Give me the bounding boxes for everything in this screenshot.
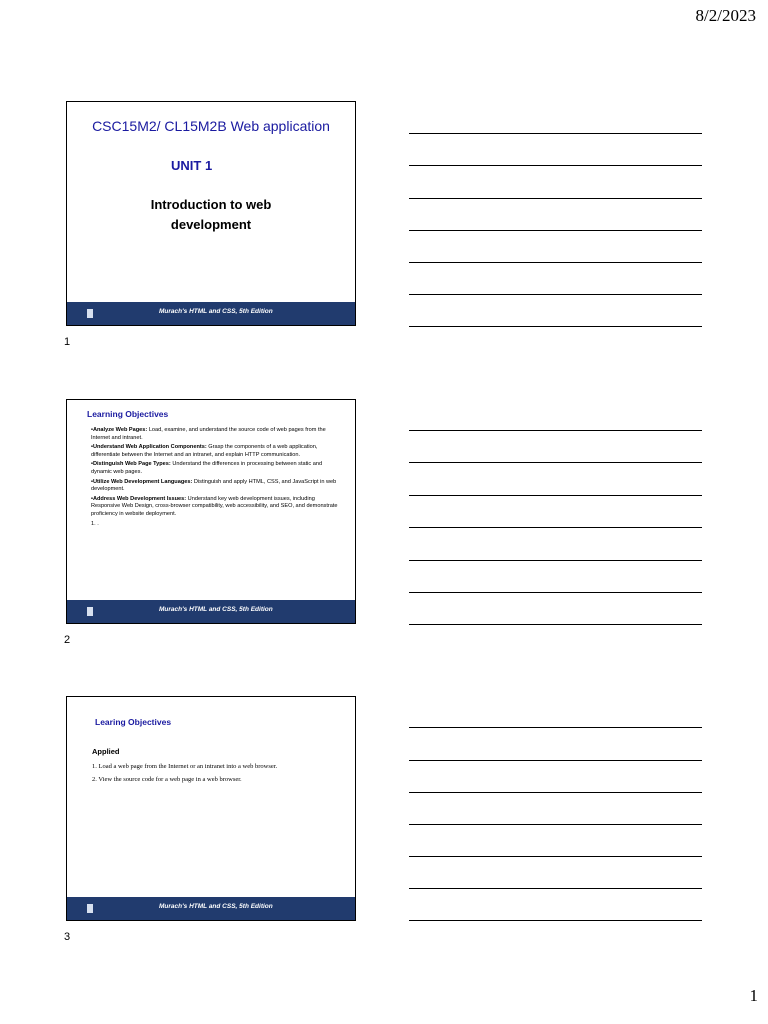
slide-1 [66, 101, 356, 326]
slide-footer-text: Murach's HTML and CSS, 5th Edition [159, 308, 273, 315]
slide-footer-bar [67, 600, 355, 623]
list-item: •Analyze Web Pages: Load, examine, and understand the source code of web pages from the Internet and intranet. [91, 427, 326, 441]
note-line [409, 624, 702, 625]
note-line [409, 462, 702, 463]
slide-1-subtitle [67, 195, 355, 235]
slide-number-2: 2 [64, 634, 71, 646]
list-item-trailing: 1. . [91, 520, 99, 527]
list-item: •Understand Web Application Components: Grasp the components of a web application, differentiate between the Internet and an intranet, and explain HTTP communication. [91, 444, 318, 458]
slide-2-title: Learning Objectives [87, 409, 169, 419]
note-line [409, 133, 702, 134]
slide-footer-text: Murach's HTML and CSS, 5th Edition [159, 903, 273, 910]
slide-number-1: 1 [64, 336, 71, 348]
publisher-logo-icon [87, 309, 127, 318]
slide-3-title: Learing Objectives [95, 717, 172, 727]
note-line [409, 920, 702, 921]
slide-3 [66, 696, 356, 921]
publisher-logo-icon [87, 904, 127, 913]
list-item: 1. Load a web page from the Internet or an intranet into a web browser. [92, 763, 278, 770]
note-line [409, 824, 702, 825]
slide-1-subtitle-line-1: Introduction to web [150, 197, 272, 212]
note-line [409, 760, 702, 761]
slide-3-section-label: Applied [92, 747, 120, 756]
slide-footer-bar [67, 897, 355, 920]
note-line [409, 792, 702, 793]
print-date: 8/2/2023 [695, 6, 756, 25]
slide-2-objectives-list [91, 427, 339, 530]
slide-1-title: CSC15M2/ CL15M2B Web application [92, 118, 330, 134]
note-line [409, 527, 702, 528]
page-number: 1 [749, 986, 758, 1005]
note-line [409, 165, 702, 166]
note-line [409, 326, 702, 327]
list-item: 2. View the source code for a web page in a web browser. [92, 776, 242, 783]
slide-footer-bar [67, 302, 355, 325]
note-line [409, 294, 702, 295]
note-line [409, 856, 702, 857]
list-item: •Distinguish Web Page Types: Understand the differences in processing between static and dynamic web pages. [91, 461, 323, 475]
note-line [409, 262, 702, 263]
slide-1-subtitle-line-2: development [170, 217, 252, 232]
note-line [409, 198, 702, 199]
note-line [409, 495, 702, 496]
list-item: •Address Web Development Issues: Understand key web development issues, including Responsive Web Design, cross-browser compatibility, web accessibility, and SEO, and demonstrate proficiency in website deployment. [91, 495, 338, 517]
note-line [409, 592, 702, 593]
note-line [409, 727, 702, 728]
list-item: •Utilize Web Development Languages: Distinguish and apply HTML, CSS, and JavaScript in web development. [91, 478, 337, 493]
note-line [409, 888, 702, 889]
note-line [409, 230, 702, 231]
slide-footer-text: Murach's HTML and CSS, 5th Edition [159, 606, 273, 613]
slide-3-objectives-list [92, 760, 277, 786]
slide-number-3: 3 [64, 931, 71, 943]
slide-2 [66, 399, 356, 624]
note-line [409, 430, 702, 431]
publisher-logo-icon [87, 607, 127, 616]
slide-1-unit: UNIT 1 [171, 158, 213, 173]
note-line [409, 560, 702, 561]
